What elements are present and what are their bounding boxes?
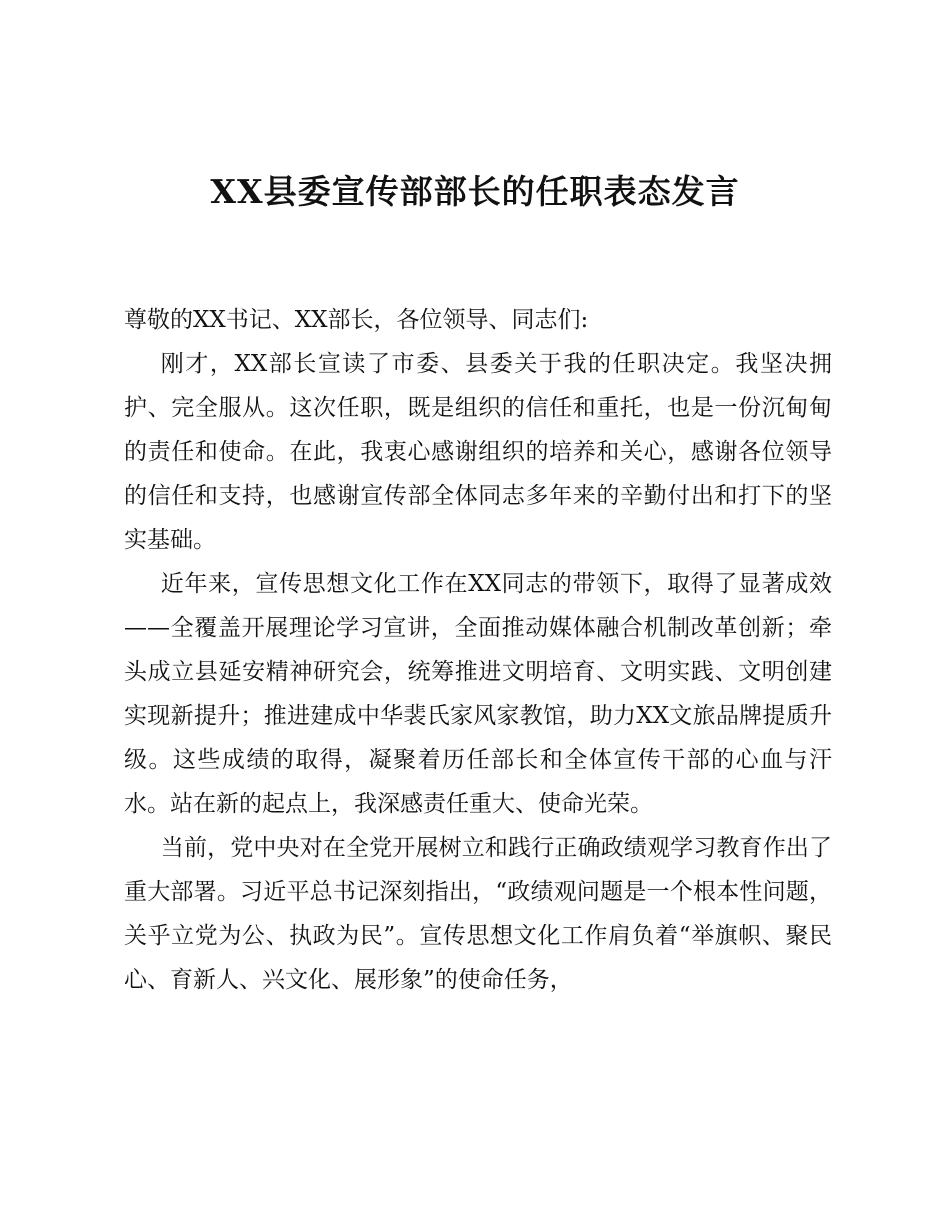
paragraph-achievements: 近年来，宣传思想文化工作在XX同志的带领下，取得了显著成效——全覆盖开展理论学习宣讲，全面推动媒体融合机制改革创新；牵头成立县延安精神研究会，统筹推进文明培育、文明实践、文明创建实现新提升；推进建成中华裴氏家风家教馆，助力XX文旅品牌提质升级。这些成绩的取得，凝聚着历任部长和全体宣传干部的心血与汗水。站在新的起点上，我深感责任重大、使命光荣。	[124, 571, 832, 817]
document-title: XX县委宣传部部长的任职表态发言	[210, 172, 740, 211]
document-body	[124, 298, 832, 1002]
salutation: 尊敬的XX书记、XX部长，各位领导、同志们:	[124, 307, 589, 333]
paragraph-appointment: 刚才，XX部长宣读了市委、县委关于我的任职决定。我坚决拥护、完全服从。这次任职，既是组织的信任和重托，也是一份沉甸甸的责任和使命。在此，我衷心感谢组织的培养和关心，感谢各位领导的信任和支持，也感谢宣传部全体同志多年来的辛勤付出和打下的坚实基础。	[124, 351, 832, 553]
paragraph-current-tasks: 当前，党中央对在全党开展树立和践行正确政绩观学习教育作出了重大部署。习近平总书记深刻指出，“政绩观问题是一个根本性问题，关乎立党为公、执政为民”。宣传思想文化工作肩负着“举旗帜、聚民心、育新人、兴文化、展形象”的使命任务，	[124, 835, 832, 993]
